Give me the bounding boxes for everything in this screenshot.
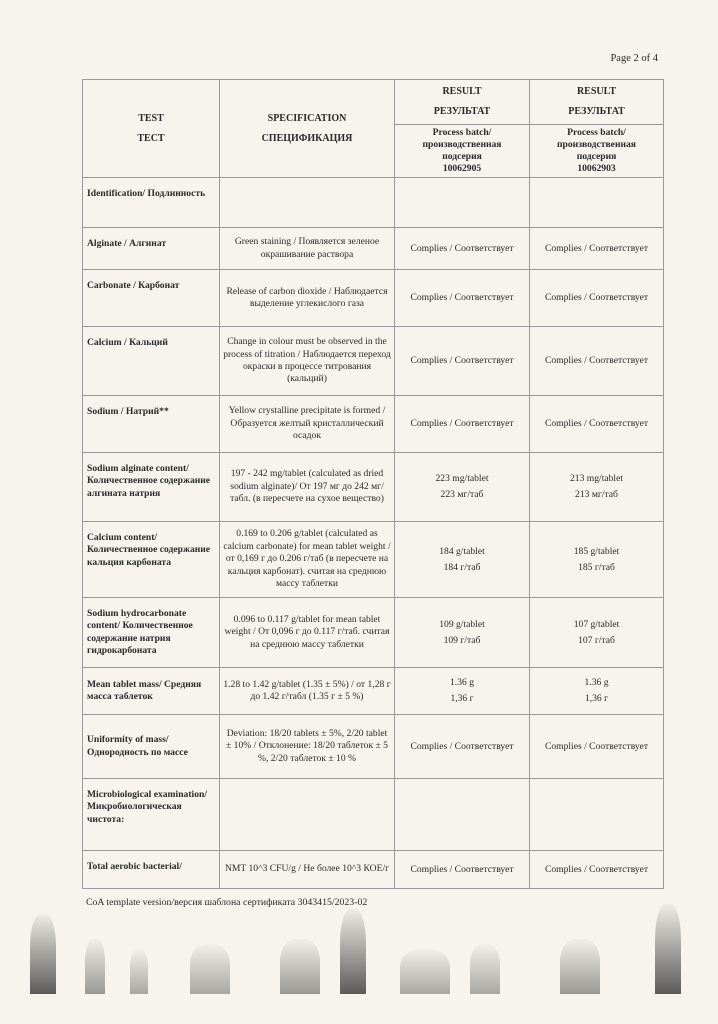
- specification: Yellow crystalline precipitate is formed / Образуется желтый кристаллический осадок: [220, 396, 395, 453]
- table-row: [83, 851, 664, 889]
- header-batch-2: Process batch/ производственная подсерия 10062903: [530, 125, 664, 178]
- test-name: Sodium / Натрий**: [83, 396, 220, 453]
- specification: 0.169 to 0.206 g/tablet (calculated as calcium carbonate) for mean tablet weight / от 0,169 г до 0.206 г/таб (в пересчете на кальция карбонат). считая на среднюю массу таблетки: [220, 522, 395, 598]
- test-name: Microbiological examination/ Микробиологическая чистота:: [83, 779, 220, 851]
- result-batch-1: Complies / Соответствует: [395, 851, 530, 889]
- result-batch-2: 1.36 g 1,36 г: [530, 668, 664, 715]
- header-result-2: RESULT РЕЗУЛЬТАТ: [530, 80, 664, 125]
- header-specification: SPECIFICATION СПЕЦИФИКАЦИЯ: [220, 80, 395, 178]
- result-batch-1: [395, 178, 530, 228]
- result-batch-2: Complies / Соответствует: [530, 327, 664, 396]
- result-batch-1: Complies / Соответствует: [395, 327, 530, 396]
- result-batch-1: 1.36 g 1,36 г: [395, 668, 530, 715]
- coa-results-table: [82, 79, 664, 889]
- result-batch-1: Complies / Соответствует: [395, 228, 530, 270]
- table-row: [83, 327, 664, 396]
- page-number: Page 2 of 4: [610, 53, 658, 64]
- test-name: Uniformity of mass/ Однородность по массе: [83, 715, 220, 779]
- result-batch-2: Complies / Соответствует: [530, 851, 664, 889]
- result-batch-2: [530, 178, 664, 228]
- result-batch-2: Complies / Соответствует: [530, 270, 664, 327]
- test-name: Sodium alginate content/ Количественное содержание алгината натрия: [83, 453, 220, 522]
- result-batch-1: Complies / Соответствует: [395, 396, 530, 453]
- specification: 0.096 to 0.117 g/tablet for mean tablet weight / От 0,096 г до 0.117 г/таб. считая на среднюю массу таблетки: [220, 598, 395, 668]
- table-row: [83, 396, 664, 453]
- scan-artifacts: [0, 914, 718, 1024]
- specification: 1.28 to 1.42 g/tablet (1.35 ± 5%) / от 1,28 г до 1.42 г/табл (1.35 г ± 5 %): [220, 668, 395, 715]
- specification: 197 - 242 mg/tablet (calculated as dried sodium alginate)/ От 197 мг до 242 мг/табл. (в пересчете на сухое вещество): [220, 453, 395, 522]
- table-row: [83, 715, 664, 779]
- specification: Change in colour must be observed in the process of titration / Наблюдается переход окраски в процессе титрования (кальций): [220, 327, 395, 396]
- table-row: [83, 270, 664, 327]
- header-result-1: RESULT РЕЗУЛЬТАТ: [395, 80, 530, 125]
- result-batch-1: 223 mg/tablet 223 мг/таб: [395, 453, 530, 522]
- test-name: Calcium content/ Количественное содержание кальция карбоната: [83, 522, 220, 598]
- specification: Deviation: 18/20 tablets ± 5%, 2/20 tablet ± 10% / Отклонение: 18/20 таблеток ± 5 %, 2/20 таблеток ± 10 %: [220, 715, 395, 779]
- specification: Green staining / Появляется зеленое окрашивание раствора: [220, 228, 395, 270]
- result-batch-1: Complies / Соответствует: [395, 270, 530, 327]
- table-row: [83, 453, 664, 522]
- test-name: Sodium hydrocarbonate content/ Количественное содержание натрия гидрокарбоната: [83, 598, 220, 668]
- result-batch-2: Complies / Соответствует: [530, 715, 664, 779]
- test-name: Mean tablet mass/ Средняя масса таблеток: [83, 668, 220, 715]
- specification: NMT 10^3 CFU/g / Не более 10^3 КОЕ/г: [220, 851, 395, 889]
- table-row: [83, 668, 664, 715]
- result-batch-2: 185 g/tablet 185 г/таб: [530, 522, 664, 598]
- test-name: Carbonate / Карбонат: [83, 270, 220, 327]
- result-batch-1: 184 g/tablet 184 г/таб: [395, 522, 530, 598]
- template-version-footer: CoA template version/версия шаблона сертификата 3043415/2023-02: [86, 897, 368, 908]
- specification: [220, 779, 395, 851]
- result-batch-2: [530, 779, 664, 851]
- table-row: [83, 598, 664, 668]
- specification: [220, 178, 395, 228]
- header-batch-1: Process batch/ производственная подсерия 10062905: [395, 125, 530, 178]
- result-batch-1: Complies / Соответствует: [395, 715, 530, 779]
- table-row: [83, 228, 664, 270]
- test-name: Identification/ Подлинность: [83, 178, 220, 228]
- result-batch-2: 213 mg/tablet 213 мг/таб: [530, 453, 664, 522]
- table-row: [83, 779, 664, 851]
- result-batch-2: Complies / Соответствует: [530, 228, 664, 270]
- table-row: [83, 178, 664, 228]
- specification: Release of carbon dioxide / Наблюдается выделение углекислого газа: [220, 270, 395, 327]
- result-batch-2: 107 g/tablet 107 г/таб: [530, 598, 664, 668]
- test-name: Alginate / Алгинат: [83, 228, 220, 270]
- test-name: Total aerobic bacterial/: [83, 851, 220, 889]
- result-batch-1: 109 g/tablet 109 г/таб: [395, 598, 530, 668]
- result-batch-2: Complies / Соответствует: [530, 396, 664, 453]
- result-batch-1: [395, 779, 530, 851]
- table-row: [83, 522, 664, 598]
- test-name: Calcium / Кальций: [83, 327, 220, 396]
- header-test: TEST ТЕСТ: [83, 80, 220, 178]
